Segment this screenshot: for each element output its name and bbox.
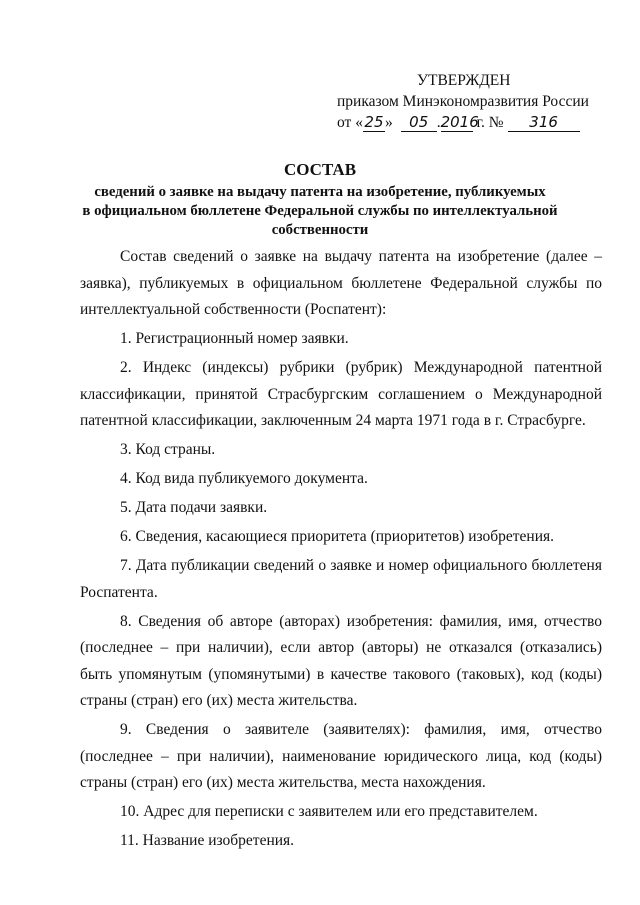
list-item-2: 2. Индекс (индексы) рубрики (рубрик) Международной патентной классификации, принятой Страсбургским соглашением о Международной патентной классификации, заключенным 24 марта 1971 года в г. Страсбурге.	[80, 359, 602, 429]
list-item-9: 9. Сведения о заявителе (заявителях): фамилия, имя, отчество (последнее – при наличии), наименование юридического лица, код (коды) страны (стран) его (их) места жительства, места нахождения.	[80, 721, 602, 791]
approval-stamp	[337, 70, 607, 133]
approval-dot: .	[436, 114, 441, 131]
list-item-1: 1. Регистрационный номер заявки.	[120, 330, 349, 347]
list-item-4: 4. Код вида публикуемого документа.	[120, 470, 368, 487]
handwritten-year: 2016	[440, 113, 479, 131]
approval-order-line: приказом Минэкономразвития России	[337, 93, 589, 110]
list-item-5: 5. Дата подачи заявки.	[120, 499, 268, 516]
list-item-7: 7. Дата публикации сведений о заявке и номер официального бюллетеня Роспатента.	[80, 557, 602, 601]
list-item-11: 11. Название изобретения.	[120, 832, 295, 849]
list-item-3: 3. Код страны.	[120, 441, 216, 458]
document-heading	[0, 160, 640, 240]
approval-quote-close: »	[384, 114, 393, 131]
handwritten-day: 25	[364, 113, 384, 131]
heading-subtitle-line-2: в официальном бюллетене Федеральной службы по интеллектуальной	[82, 203, 558, 219]
heading-subtitle-line-1: сведений о заявке на выдачу патента на изобретение, публикуемых	[94, 184, 546, 200]
list-item-8: 8. Сведения об авторе (авторах) изобретения: фамилия, имя, отчество (последнее – при наличии), если автор (авторы) не отказался (отказались) быть упомянутым (упомянутыми) в качестве такового (таковых), код (коды) страны (стран) его (их) места жительства.	[80, 612, 602, 709]
handwritten-order-number: 316	[508, 114, 580, 132]
handwritten-month: 05	[401, 114, 437, 132]
list-item-10: 10. Адрес для переписки с заявителем или его представителем.	[120, 803, 538, 820]
heading-title: СОСТАВ	[283, 160, 357, 179]
approval-date-prefix: от «	[337, 114, 363, 131]
approval-date-line	[337, 112, 607, 133]
intro-paragraph: Состав сведений о заявке на выдачу патента на изобретение (далее – заявка), публикуемых в официальном бюллетене Федеральной службы по интеллектуальной собственности (Роспатент):	[80, 248, 602, 318]
approval-title: УТВЕРЖДЕН	[417, 72, 511, 89]
document-body	[80, 244, 602, 855]
heading-subtitle-line-3: собственности	[271, 222, 369, 238]
approval-year-suffix: г. №	[472, 114, 504, 131]
list-item-6: 6. Сведения, касающиеся приоритета (приоритетов) изобретения.	[120, 528, 555, 545]
